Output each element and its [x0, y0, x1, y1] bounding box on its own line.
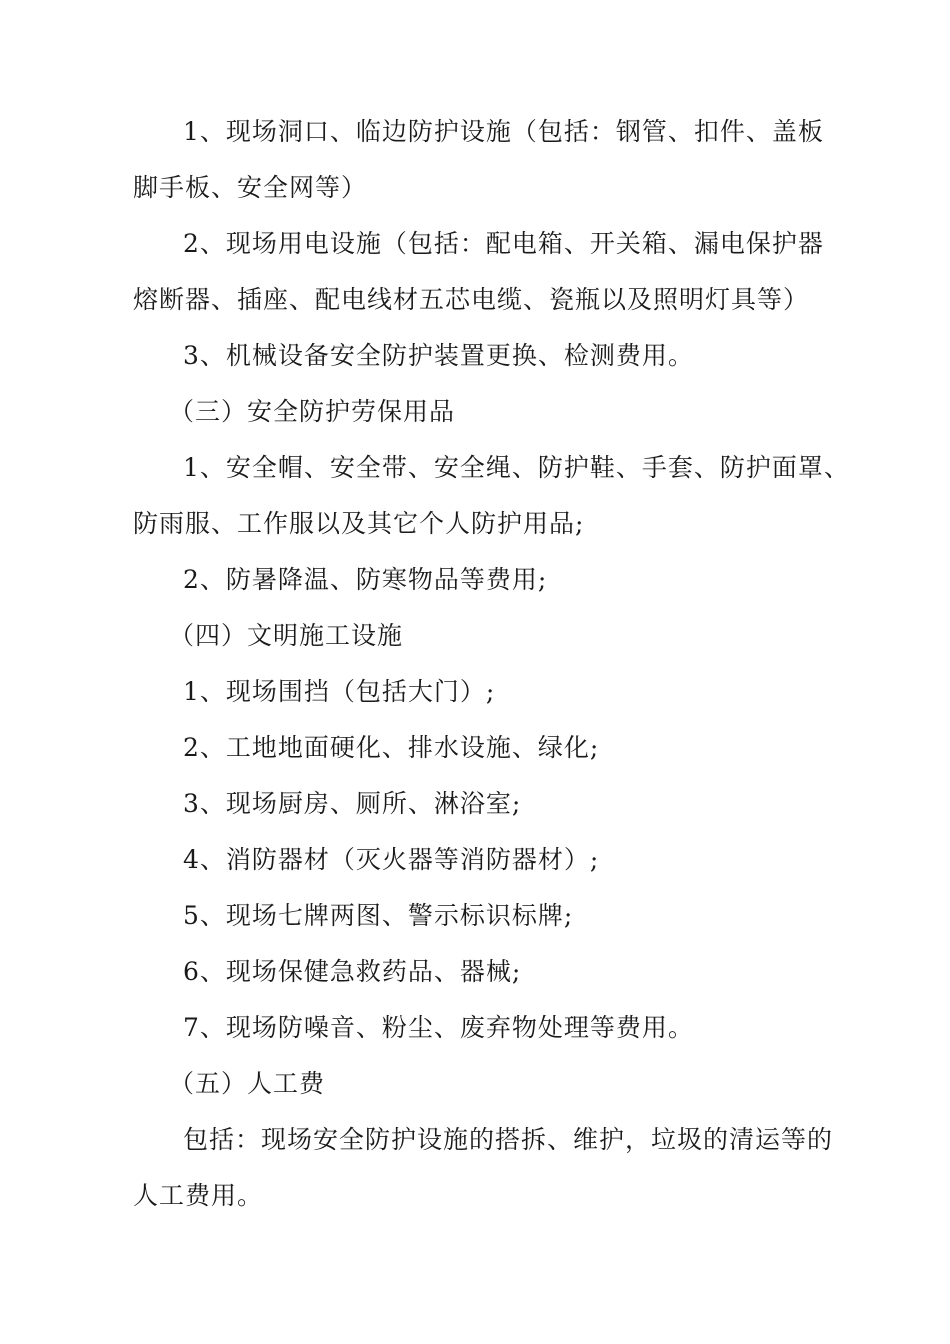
item-machinery-protection: 3、机械设备安全防护装置更换、检测费用。 [183, 341, 694, 370]
item-noise-dust: 7、现场防噪音、粉尘、废弃物处理等费用。 [183, 1013, 694, 1042]
item-edge-protection-cont: 脚手板、安全网等） [133, 173, 368, 202]
item-ground-hardening: 2、工地地面硬化、排水设施、绿化; [183, 733, 600, 762]
section-heading-3: （三）安全防护劳保用品 [169, 397, 456, 426]
item-labor-cost: 包括：现场安全防护设施的搭拆、维护，垃圾的清运等的 [183, 1125, 834, 1154]
item-edge-protection: 1、现场洞口、临边防护设施（包括：钢管、扣件、盖板 [183, 117, 824, 146]
item-kitchen-toilet: 3、现场厨房、厕所、淋浴室; [183, 789, 522, 818]
item-signboards: 5、现场七牌两图、警示标识标牌; [183, 901, 574, 930]
item-heat-cold: 2、防暑降温、防寒物品等费用; [183, 565, 548, 594]
item-ppe-cont: 防雨服、工作服以及其它个人防护用品; [133, 509, 585, 538]
item-first-aid: 6、现场保健急救药品、器械; [183, 957, 522, 986]
item-labor-cost-cont: 人工费用。 [133, 1181, 264, 1210]
item-enclosure: 1、现场围挡（包括大门）; [183, 677, 496, 706]
section-heading-4: （四）文明施工设施 [169, 621, 404, 650]
section-heading-5: （五）人工费 [169, 1069, 326, 1098]
item-electrical-facilities: 2、现场用电设施（包括：配电箱、开关箱、漏电保护器 [183, 229, 824, 258]
item-ppe: 1、安全帽、安全带、安全绳、防护鞋、手套、防护面罩、 [183, 453, 850, 482]
item-electrical-facilities-cont: 熔断器、插座、配电线材五芯电缆、瓷瓶以及照明灯具等） [133, 285, 810, 314]
item-fire-equipment: 4、消防器材（灭火器等消防器材）; [183, 845, 600, 874]
document-body [133, 104, 850, 1224]
